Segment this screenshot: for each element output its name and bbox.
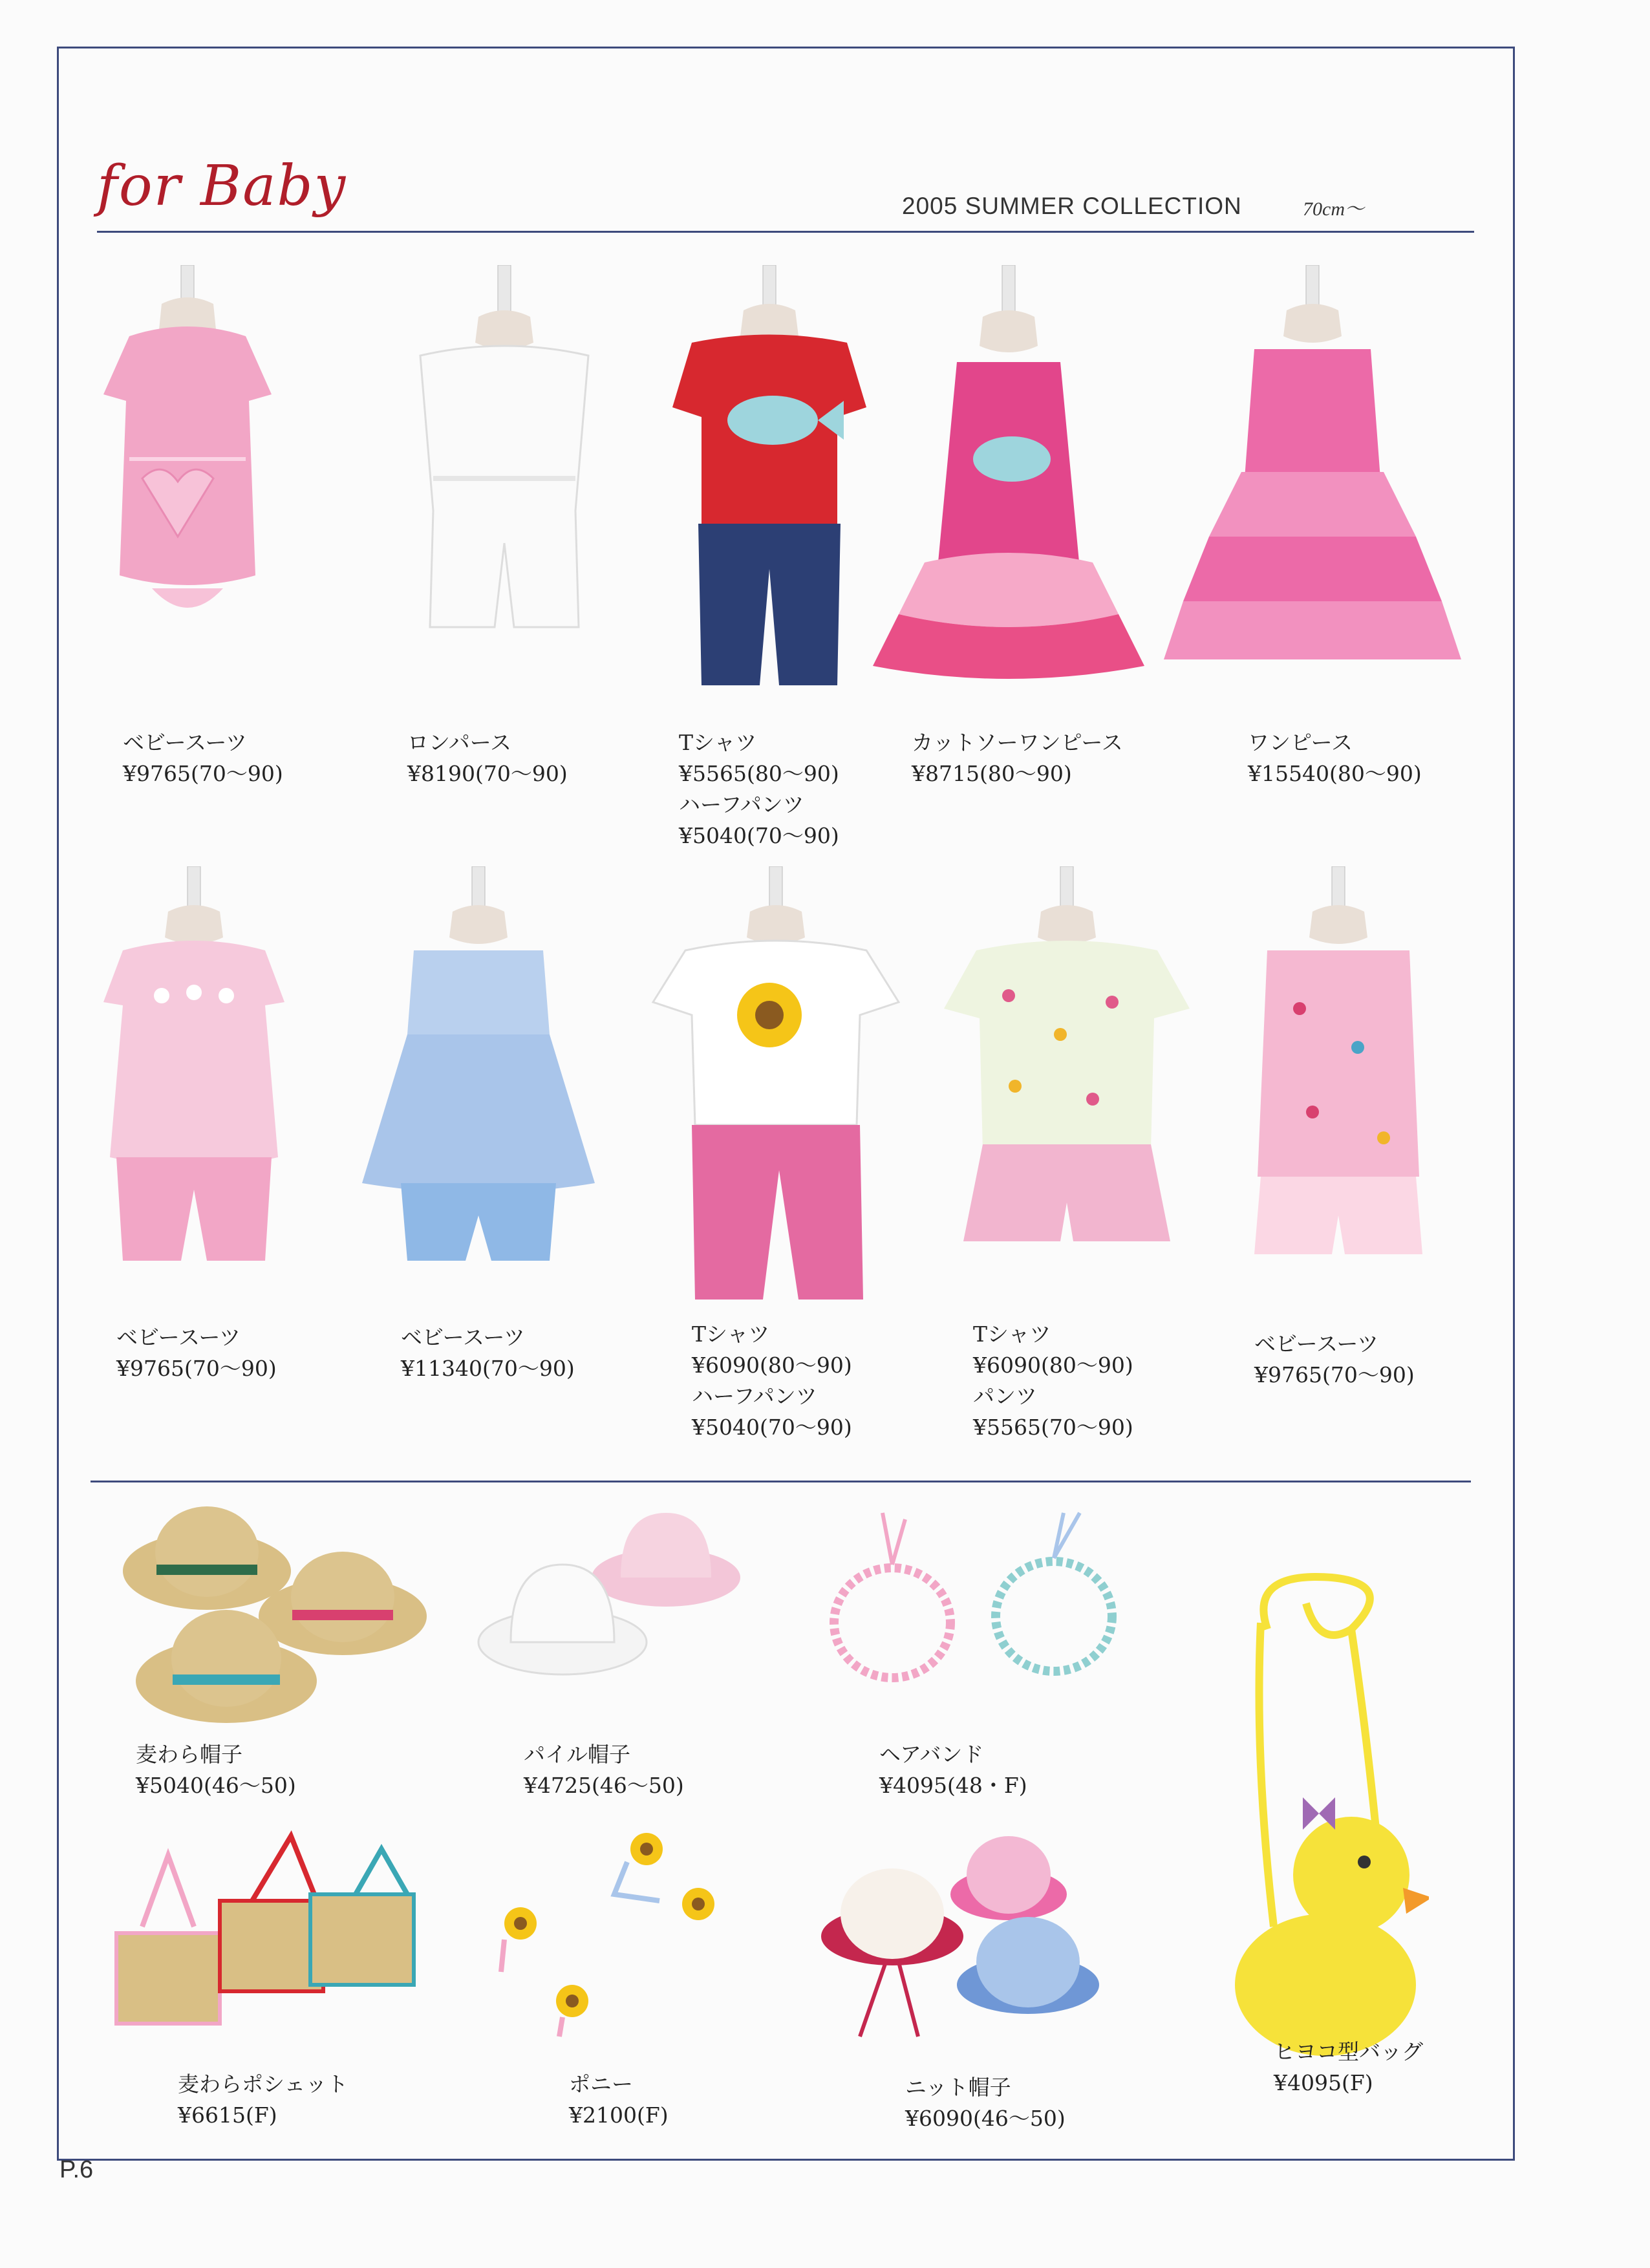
product-price: ¥5565(70〜90) xyxy=(973,1415,1133,1440)
sunflower-tshirt-set-image xyxy=(640,866,912,1306)
fish-tshirt-set-image xyxy=(666,265,873,705)
product-name: ベビースーツ xyxy=(123,730,248,755)
product-price: ¥9765(70〜90) xyxy=(116,1356,277,1381)
product-price: ¥4095(48・F) xyxy=(879,1773,1027,1798)
product-name: ベビースーツ xyxy=(1254,1331,1379,1356)
product-name: Tシャツ xyxy=(973,1321,1051,1347)
product-price: ¥6090(80〜90) xyxy=(973,1353,1133,1378)
product-price: ¥5040(70〜90) xyxy=(692,1415,852,1440)
caption xyxy=(973,1319,1133,1443)
product-name: ポニー xyxy=(569,2071,633,2097)
header-rule xyxy=(97,231,1474,233)
product-name: ヘアバンド xyxy=(879,1742,984,1767)
product-name: ワンピース xyxy=(1248,730,1353,755)
baby-suit-flower-image xyxy=(71,866,317,1293)
product-name: 麦わら帽子 xyxy=(136,1742,242,1767)
product-price: ¥4095(F) xyxy=(1274,2070,1373,2095)
baby-suit-print-image xyxy=(1241,866,1435,1280)
product-name: ベビースーツ xyxy=(116,1325,241,1350)
product-price: ¥2100(F) xyxy=(569,2102,669,2128)
product-price: ¥5040(46〜50) xyxy=(136,1773,296,1798)
size-range-label: 70cm〜 xyxy=(1303,198,1364,220)
baby-suit-pink-image xyxy=(84,265,291,666)
product-name: ロンパース xyxy=(407,730,512,755)
product-price: ¥8190(70〜90) xyxy=(407,761,568,786)
cut-sewn-one-piece-image xyxy=(860,265,1157,679)
caption xyxy=(679,727,839,851)
caption xyxy=(123,727,283,789)
page-number: P.6 xyxy=(59,2156,94,2183)
product-name: 麦わらポシェット xyxy=(178,2071,348,2097)
product-name: パイル帽子 xyxy=(524,1742,630,1767)
product-name: Tシャツ xyxy=(692,1321,770,1347)
product-price: ¥5040(70〜90) xyxy=(679,823,839,848)
product-price: ¥9765(70〜90) xyxy=(1254,1362,1415,1387)
caption xyxy=(407,727,568,789)
straw-hats-image xyxy=(110,1493,446,1739)
product-price: ¥4725(46〜50) xyxy=(524,1773,684,1798)
pile-hats-image xyxy=(472,1493,744,1720)
caption xyxy=(116,1322,277,1384)
product-name: ヒヨコ型バッグ xyxy=(1274,2039,1423,2064)
product-price: ¥6090(80〜90) xyxy=(692,1353,852,1378)
product-name: Tシャツ xyxy=(679,730,757,755)
product-price: ¥11340(70〜90) xyxy=(401,1356,575,1381)
rompers-white-image xyxy=(401,265,608,666)
product-price: ¥15540(80〜90) xyxy=(1248,761,1422,786)
caption xyxy=(401,1322,575,1384)
caption xyxy=(912,727,1123,789)
product-name: パンツ xyxy=(973,1384,1037,1409)
caption xyxy=(569,2069,669,2131)
caption xyxy=(1274,2037,1423,2099)
product-name: カットソーワンピース xyxy=(912,730,1123,755)
caption xyxy=(178,2069,348,2131)
caption xyxy=(692,1319,852,1443)
one-piece-gingham-image xyxy=(1157,265,1468,679)
product-price: ¥6090(46〜50) xyxy=(905,2106,1066,2131)
product-price: ¥8715(80〜90) xyxy=(912,761,1072,786)
collection-label: 2005 SUMMER COLLECTION xyxy=(902,193,1242,219)
product-price: ¥6615(F) xyxy=(178,2102,277,2128)
caption xyxy=(524,1739,684,1801)
print-tshirt-pants-image xyxy=(938,866,1196,1280)
product-name: ハーフパンツ xyxy=(692,1384,817,1409)
chick-bag-image xyxy=(1222,1565,1429,2056)
product-name: ハーフパンツ xyxy=(679,792,804,817)
product-name: ニット帽子 xyxy=(905,2075,1011,2100)
caption xyxy=(879,1739,1027,1801)
section-rule xyxy=(91,1481,1471,1482)
pony-image xyxy=(466,1823,737,2056)
caption xyxy=(136,1739,296,1801)
hair-bands-image xyxy=(808,1506,1144,1720)
baby-suit-blue-image xyxy=(336,866,621,1293)
product-price: ¥9765(70〜90) xyxy=(123,761,283,786)
straw-pochettes-image xyxy=(97,1823,446,2069)
caption xyxy=(905,2072,1066,2134)
knit-hats-image xyxy=(808,1823,1106,2062)
product-name: ベビースーツ xyxy=(401,1325,526,1350)
page-title: for Baby xyxy=(97,154,347,219)
caption xyxy=(1248,727,1422,789)
product-price: ¥5565(80〜90) xyxy=(679,761,839,786)
caption xyxy=(1254,1329,1415,1391)
